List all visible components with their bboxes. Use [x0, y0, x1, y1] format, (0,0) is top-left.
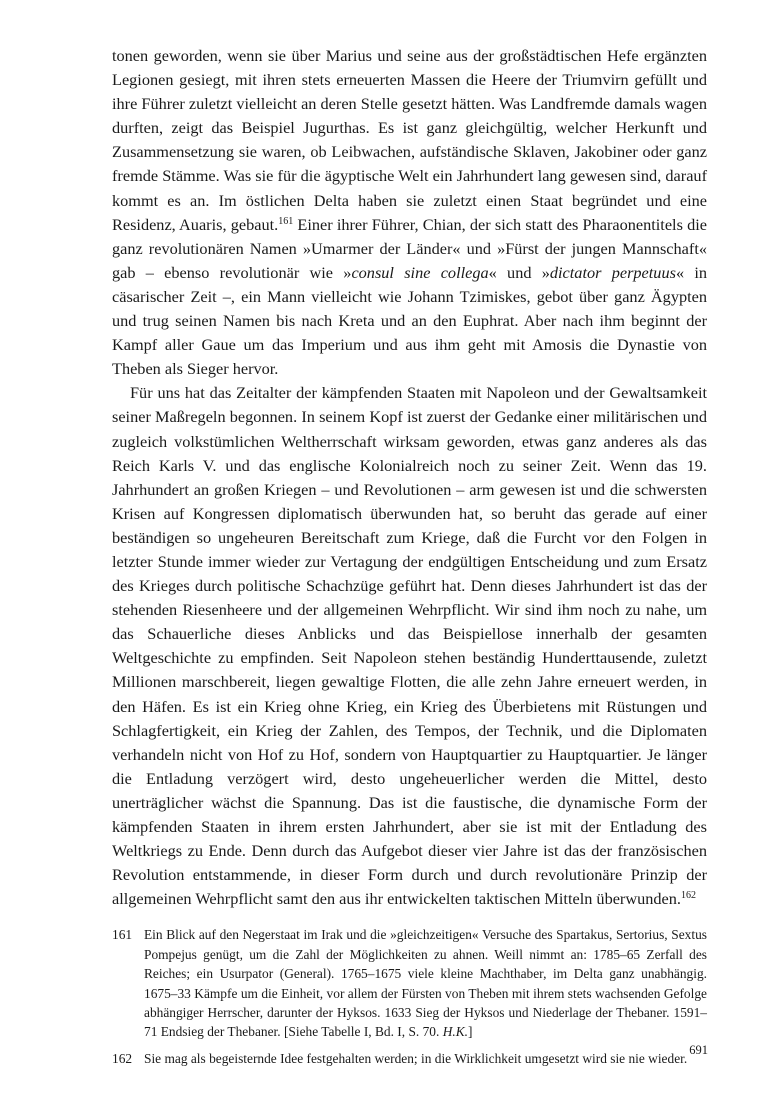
- latin-phrase: consul sine collega: [351, 262, 489, 282]
- paragraph-text: « und »: [488, 262, 550, 282]
- footnote-text: [144, 925, 707, 1041]
- body-paragraph-2: [112, 381, 707, 911]
- body-paragraph-1: [112, 44, 707, 381]
- footnote-number: 161: [112, 927, 133, 943]
- footnote-number: 162: [112, 1050, 133, 1066]
- footnote-text: Sie mag als begeisternde Idee festgehalten werden; in die Wirklichkeit umgesetzt wird sie nie wieder.: [144, 1050, 688, 1066]
- footnote-ref-161[interactable]: 161: [278, 215, 294, 227]
- paragraph-text: tonen geworden, wenn sie über Marius und seine aus der großstädtischen Hefe ergänzten Legionen gesiegt, mit ihren stets erneuerten Massen die Heere der Triumvirn gefüllt und ihre Führer zuletzt vielleicht an deren Stelle gesetzt hätten. Was Landfremde damals wagen durften, zeigt das Beispiel Jugurthas. Es ist ganz gleichgültig, welcher Herkunft und Zusammensetzung sie waren, ob Leibwachen, aufständische Sklaven, Jakobiner oder ganz fremde Stämme. Was sie für die ägyptische Welt ein Jahrhundert lang gewesen sind, darauf kommt es an. Im östlichen Delta haben sie zuletzt einen Staat begründet und eine Residenz, Auaris, gebaut.: [112, 46, 707, 234]
- page-content: [112, 44, 707, 1075]
- paragraph-text: Einer ihrer Führer, Chian, der sich statt des Pharaonentitels die ganz revolutionären Namen »Umarmer der Länder« und »Fürst der jungen Mannschaft« gab – ebenso revolutionär wie »: [112, 214, 707, 282]
- footnote-separator: [112, 911, 707, 925]
- page-number: 691: [689, 1043, 708, 1057]
- paragraph-text: « in cäsarischer Zeit –, ein Mann vielleicht wie Johann Tzimiskes, gebot über ganz Ägypten und trug seinen Namen bis nach Kreta und an den Euphrat. Aber nach ihm beginnt der Kampf aller Gaue um das Imperium und aus ihm geht mit Amosis die Dynastie von Theben als Sieger hervor.: [112, 262, 708, 379]
- footnote-text-main: Ein Blick auf den Negerstaat im Irak und die »gleichzeitigen« Versuche des Spartakus, Sertorius, Sextus Pompejus genügt, um die Zahl der Möglichkeiten zu ahnen. Weill nimmt an: 1785–65 Zerfall des Reiches; ein Usurpator (General). 1765–1675 viele kleine Machthaber, im Delta ganz unabhängig. 1675–33 Kämpfe um die Einheit, vor allem der Fürsten von Theben mit ihrem stets wachsenden Gefolge abhängiger Herrscher, darunter der Hyksos. 1633 Sieg der Hyksos und Niederlage der Thebaner. 1591–71 Endsieg der Thebaner. [Siehe Tabelle I, Bd. I, S. 70.: [144, 927, 707, 1040]
- paragraph-text: Für uns hat das Zeitalter der kämpfenden Staaten mit Napoleon und der Gewaltsamkeit seiner Maßregeln begonnen. In seinem Kopf ist zuerst der Gedanke einer militärischen und zugleich volkstümlichen Weltherrschaft wirksam geworden, etwas ganz anderes als das Reich Karls V. und das englische Kolonialreich noch zu seiner Zeit. Wenn das 19. Jahrhundert an großen Kriegen – und Revolutionen – arm gewesen ist und die schwersten Krisen auf Kongressen diplomatisch überwunden hat, so beruht das gerade auf einer beständigen so ungeheuren Bereitschaft zum Kriege, daß die Furcht vor den Folgen in letzter Stunde immer wieder zur Vertagung der endgültigen Entscheidung und zum Ersatz des Krieges durch politische Schachzüge geführt hat. Denn dieses Jahrhundert ist das der stehenden Riesenheere und der allgemeinen Wehrpflicht. Wir sind ihm noch zu nahe, um das Schauerliche dieses Anblicks und das Beispiellose innerhalb der gesamten Weltgeschichte zu empfinden. Seit Napoleon stehen beständig Hunderttausende, zuletzt Millionen marschbereit, liegen gewaltige Flotten, die alle zehn Jahre erneuert werden, in den Häfen. Es ist ein Krieg ohne Krieg, ein Krieg des Überbietens mit Rüstungen und Schlagfertigkeit, ein Krieg der Zahlen, des Tempos, der Technik, und die Diplomaten verhandeln nicht von Hof zu Hof, sondern von Hauptquartier zu Hauptquartier. Je länger die Entladung verzögert wird, desto ungeheuerlicher werden die Mittel, desto unerträglicher wächst die Spannung. Das ist die faustische, die dynamische Form der kämpfenden Staaten in ihrem ersten Jahrhundert, aber sie ist mit der Entladung des Weltkriegs zu Ende. Denn durch das Aufgebot dieser vier Jahre ist das der französischen Revolution entstammende, in dieser Form durch und durch revolutionäre Prinzip der allgemeinen Wehrpflicht samt den aus ihr entwickelten taktischen Mitteln überwunden.: [112, 383, 707, 909]
- footnote-ref-162[interactable]: 162: [680, 890, 696, 902]
- footnote-text-end: ]: [468, 1024, 473, 1040]
- footnote-162: [112, 1049, 707, 1068]
- footnote-initials: H.K.: [442, 1024, 468, 1040]
- footnote-161: [112, 925, 707, 1041]
- latin-phrase: dictator perpetuus: [549, 262, 676, 282]
